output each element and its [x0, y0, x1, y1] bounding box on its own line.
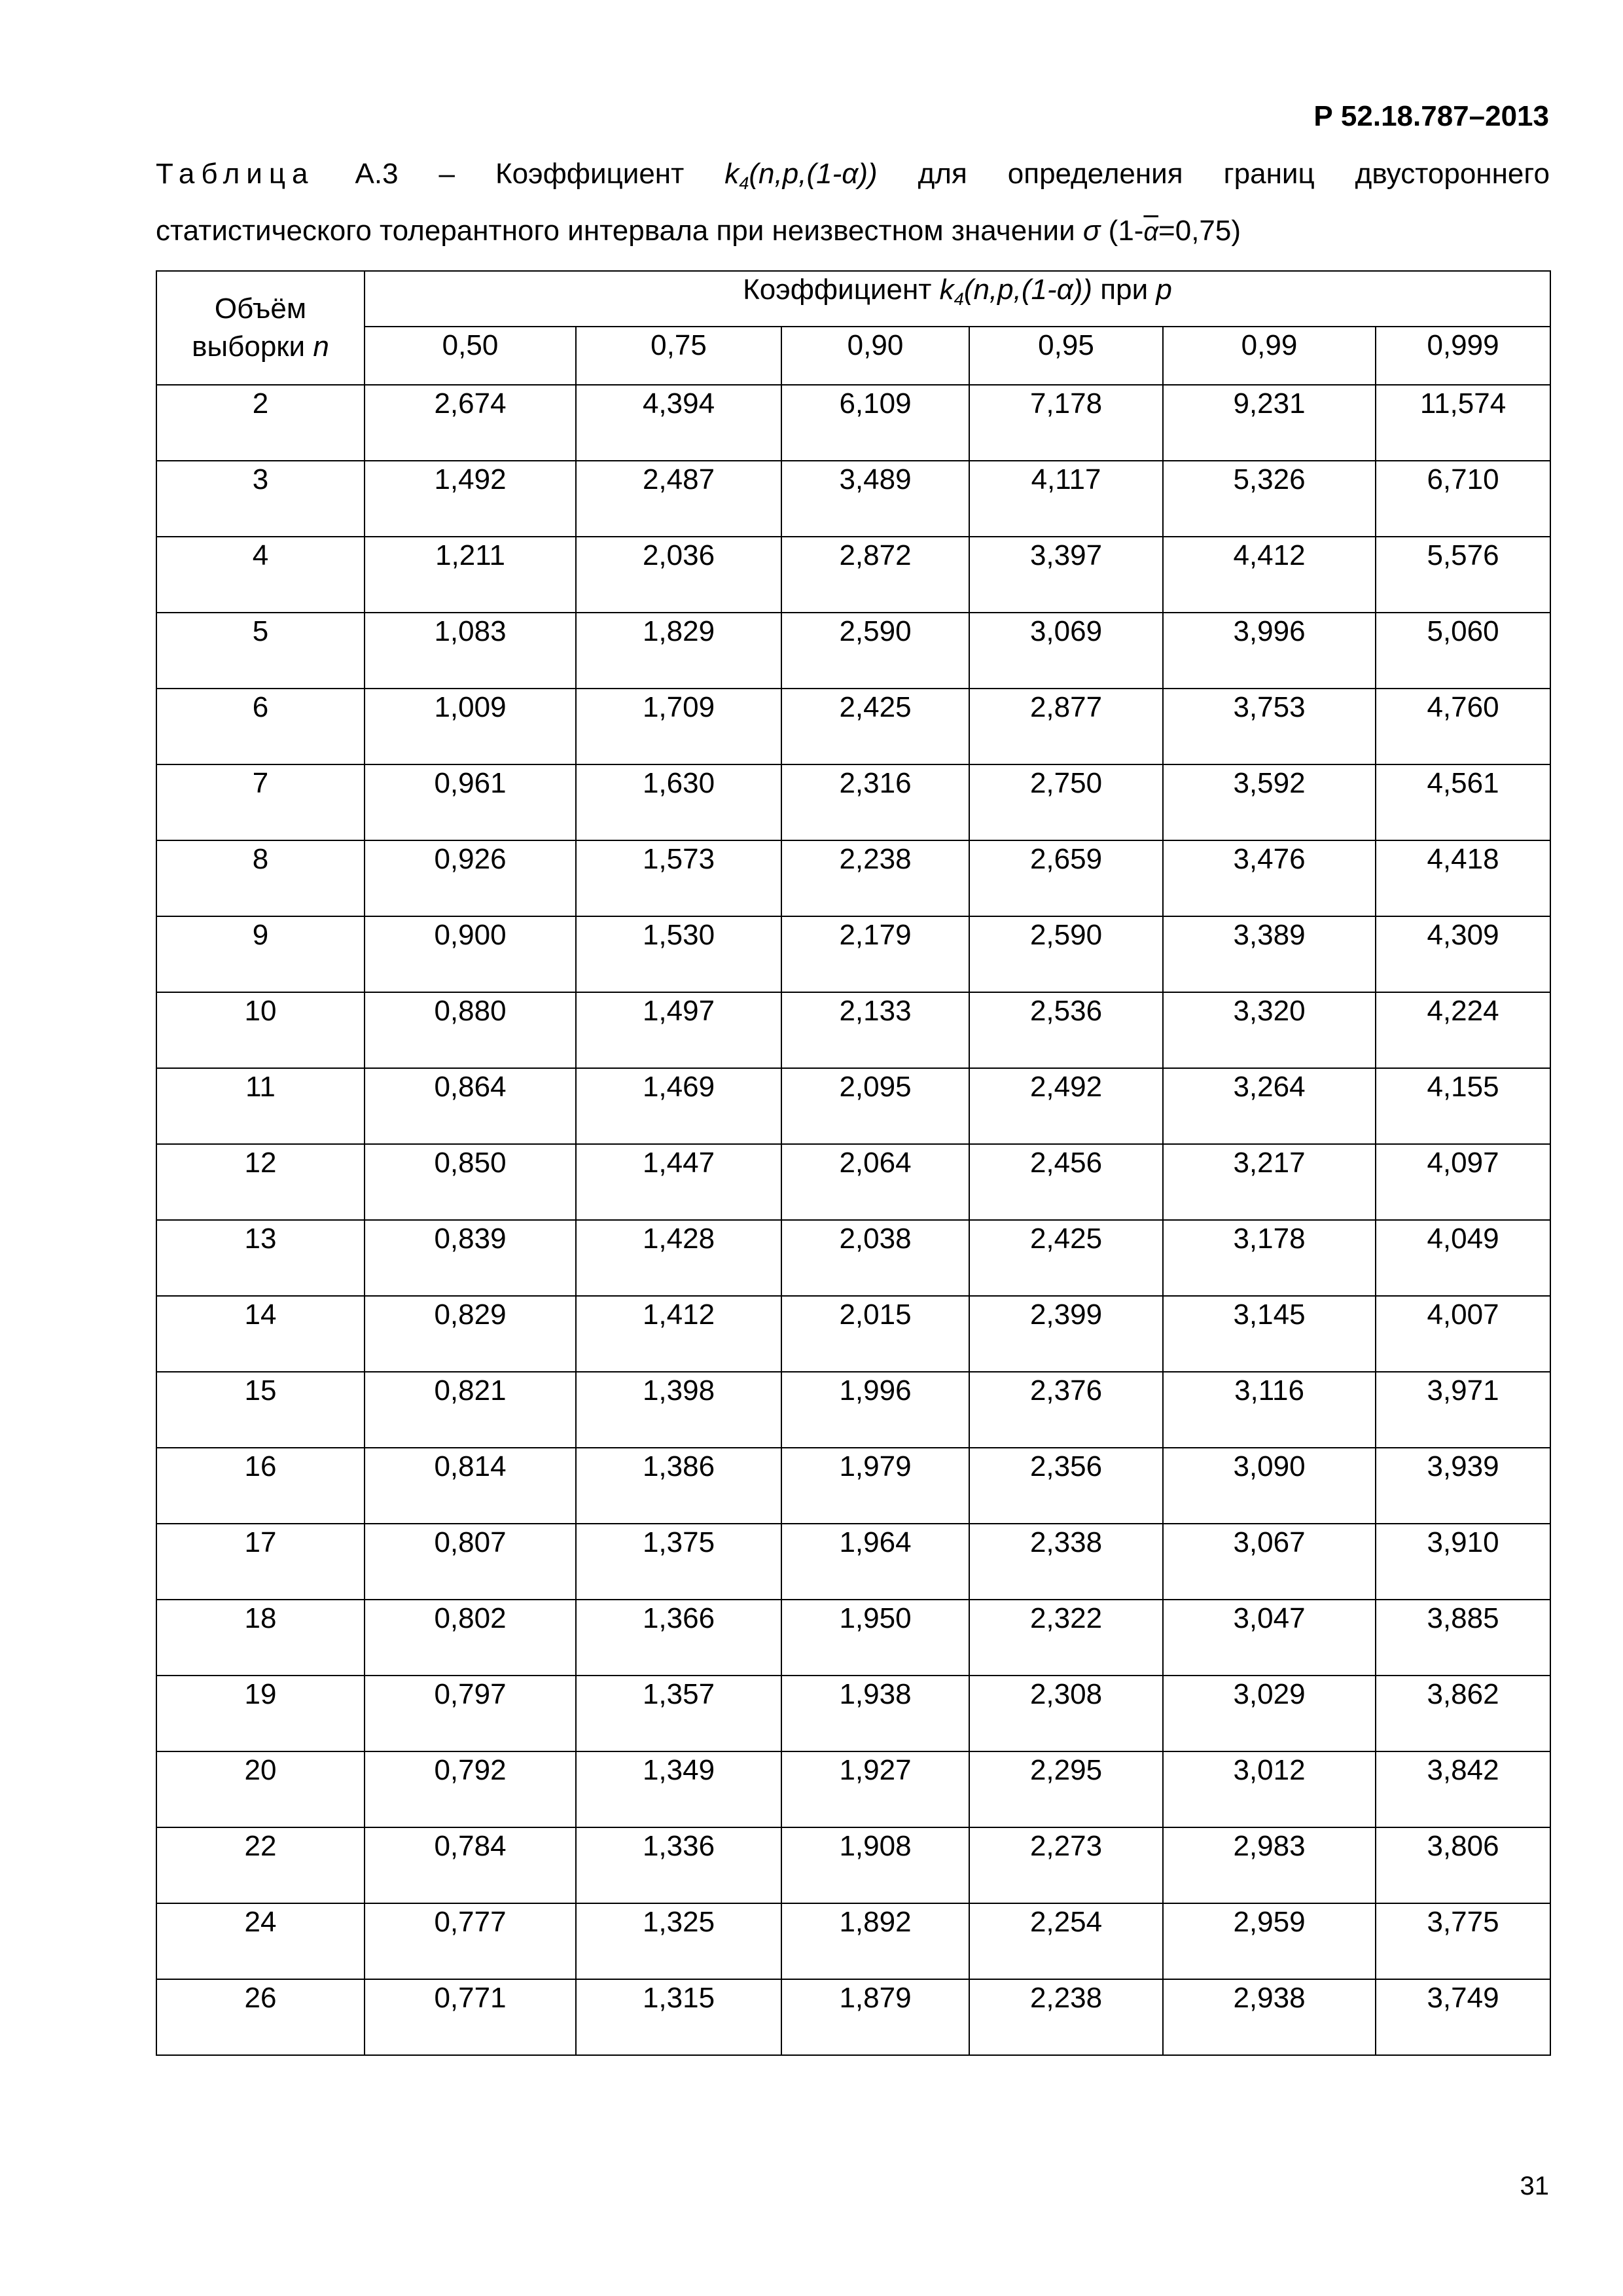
table-row [156, 840, 1550, 916]
p-value-header: 0,50 [365, 327, 576, 385]
coefficient-cell: 6,710 [1376, 461, 1550, 537]
coefficient-cell: 3,217 [1163, 1144, 1376, 1220]
coefficient-cell: 5,060 [1376, 613, 1550, 689]
caption-word: определения [1007, 158, 1183, 190]
coefficient-cell: 1,492 [365, 461, 576, 537]
coefficient-cell: 3,389 [1163, 916, 1376, 992]
coefficient-cell: 2,877 [969, 689, 1163, 764]
table-row [156, 764, 1550, 840]
coefficient-cell: 2,487 [576, 461, 781, 537]
coefficient-cell: 3,842 [1376, 1751, 1550, 1827]
coefficient-cell: 2,492 [969, 1068, 1163, 1144]
coefficient-cell: 3,476 [1163, 840, 1376, 916]
coefficient-header-p-symbol: p [1156, 274, 1172, 306]
coefficient-cell: 1,497 [576, 992, 781, 1068]
coefficient-cell: 0,792 [365, 1751, 576, 1827]
caption-condition-close: =0,75) [1158, 215, 1241, 247]
coefficient-cell: 0,807 [365, 1524, 576, 1600]
sample-size-cell: 17 [156, 1524, 365, 1600]
p-value-header: 0,75 [576, 327, 781, 385]
table-body [156, 385, 1550, 2055]
coefficient-cell: 0,850 [365, 1144, 576, 1220]
coefficient-cell: 0,880 [365, 992, 576, 1068]
coefficient-cell: 1,573 [576, 840, 781, 916]
coefficient-cell: 2,338 [969, 1524, 1163, 1600]
table-row [156, 1068, 1550, 1144]
sample-size-header-line-1: Объём [214, 293, 307, 325]
coefficient-cell: 4,561 [1376, 764, 1550, 840]
coefficient-cell: 1,996 [781, 1372, 969, 1448]
document-number: Р 52.18.787–2013 [1313, 100, 1549, 132]
caption-number: А.3 [355, 158, 399, 190]
coefficient-cell: 2,959 [1163, 1903, 1376, 1979]
coefficient-cell: 2,872 [781, 537, 969, 613]
table-row [156, 1144, 1550, 1220]
coefficient-cell: 1,083 [365, 613, 576, 689]
coefficient-cell: 1,386 [576, 1448, 781, 1524]
coefficient-cell: 1,336 [576, 1827, 781, 1903]
coefficient-cell: 6,109 [781, 385, 969, 461]
coefficient-cell: 1,530 [576, 916, 781, 992]
caption-coefficient-word: Коэффициент [495, 158, 685, 190]
coefficient-cell: 3,885 [1376, 1600, 1550, 1676]
coefficient-cell: 3,971 [1376, 1372, 1550, 1448]
coefficient-cell: 3,178 [1163, 1220, 1376, 1296]
coefficient-cell: 0,961 [365, 764, 576, 840]
coefficient-cell: 1,892 [781, 1903, 969, 1979]
coefficient-cell: 2,238 [969, 1979, 1163, 2055]
sample-size-cell: 13 [156, 1220, 365, 1296]
coefficient-cell: 4,155 [1376, 1068, 1550, 1144]
coefficient-cell: 3,939 [1376, 1448, 1550, 1524]
coefficient-cell: 3,862 [1376, 1676, 1550, 1751]
table-row [156, 1979, 1550, 2055]
coefficient-cell: 1,979 [781, 1448, 969, 1524]
coefficient-cell: 2,254 [969, 1903, 1163, 1979]
sample-size-cell: 10 [156, 992, 365, 1068]
coefficient-cell: 1,469 [576, 1068, 781, 1144]
sample-size-cell: 4 [156, 537, 365, 613]
coefficient-cell: 2,316 [781, 764, 969, 840]
sample-size-cell: 20 [156, 1751, 365, 1827]
coefficient-cell: 4,097 [1376, 1144, 1550, 1220]
coefficient-cell: 4,117 [969, 461, 1163, 537]
coefficient-cell: 2,674 [365, 385, 576, 461]
caption-word: для [918, 158, 967, 190]
coefficient-cell: 2,983 [1163, 1827, 1376, 1903]
coefficient-cell: 1,398 [576, 1372, 781, 1448]
coefficient-cell: 3,116 [1163, 1372, 1376, 1448]
coefficient-cell: 1,964 [781, 1524, 969, 1600]
caption-line-2 [156, 202, 1550, 260]
table-row [156, 1827, 1550, 1903]
coefficient-cell: 2,322 [969, 1600, 1163, 1676]
table-header [156, 271, 1550, 385]
coefficient-cell: 3,012 [1163, 1751, 1376, 1827]
coefficient-cell: 4,394 [576, 385, 781, 461]
coefficient-cell: 1,357 [576, 1676, 781, 1751]
coefficient-cell: 2,238 [781, 840, 969, 916]
coefficient-cell: 3,775 [1376, 1903, 1550, 1979]
sample-size-cell: 22 [156, 1827, 365, 1903]
table-row [156, 1676, 1550, 1751]
coefficient-cell: 4,049 [1376, 1220, 1550, 1296]
coefficient-cell: 2,750 [969, 764, 1163, 840]
sample-size-header-word: выборки [192, 331, 306, 363]
coefficient-cell: 1,428 [576, 1220, 781, 1296]
coefficient-cell: 1,349 [576, 1751, 781, 1827]
coefficient-cell: 4,412 [1163, 537, 1376, 613]
coefficient-cell: 2,179 [781, 916, 969, 992]
coefficient-cell: 0,864 [365, 1068, 576, 1144]
table-row [156, 1600, 1550, 1676]
coefficient-cell: 7,178 [969, 385, 1163, 461]
sample-size-cell: 7 [156, 764, 365, 840]
coefficient-cell: 1,366 [576, 1600, 781, 1676]
coefficient-cell: 2,456 [969, 1144, 1163, 1220]
coefficient-cell: 3,145 [1163, 1296, 1376, 1372]
coefficient-cell: 0,797 [365, 1676, 576, 1751]
coefficient-cell: 3,996 [1163, 613, 1376, 689]
sample-size-cell: 11 [156, 1068, 365, 1144]
coefficient-cell: 4,224 [1376, 992, 1550, 1068]
coefficient-cell: 1,927 [781, 1751, 969, 1827]
coefficient-cell: 2,376 [969, 1372, 1163, 1448]
coefficient-cell: 2,038 [781, 1220, 969, 1296]
table-row [156, 1448, 1550, 1524]
coefficient-cell: 1,325 [576, 1903, 781, 1979]
p-value-header: 0,95 [969, 327, 1163, 385]
caption-line-2-text: статистического толерантного интервала при неизвестном значении [156, 215, 1075, 247]
caption-condition-open: (1- [1108, 215, 1144, 247]
sample-size-cell: 2 [156, 385, 365, 461]
sample-size-cell: 16 [156, 1448, 365, 1524]
p-value-header: 0,90 [781, 327, 969, 385]
table-row [156, 1524, 1550, 1600]
table-row [156, 689, 1550, 764]
coefficient-cell: 2,308 [969, 1676, 1163, 1751]
coefficient-cell: 1,709 [576, 689, 781, 764]
coefficient-cell: 4,418 [1376, 840, 1550, 916]
coefficient-header-word: Коэффициент [743, 274, 932, 306]
coefficient-cell: 3,749 [1376, 1979, 1550, 2055]
caption-k-subscript: 4 [739, 172, 749, 193]
sample-size-cell: 19 [156, 1676, 365, 1751]
table-caption [156, 145, 1550, 260]
coefficient-cell: 3,320 [1163, 992, 1376, 1068]
coefficient-cell: 2,015 [781, 1296, 969, 1372]
header-k-arguments: (n,p,(1-α)) [963, 274, 1093, 306]
coefficient-cell: 3,264 [1163, 1068, 1376, 1144]
coefficient-cell: 0,926 [365, 840, 576, 916]
coefficient-cell: 3,806 [1376, 1827, 1550, 1903]
coefficient-cell: 3,067 [1163, 1524, 1376, 1600]
coefficient-cell: 1,879 [781, 1979, 969, 2055]
coefficient-cell: 1,375 [576, 1524, 781, 1600]
coefficient-header [365, 271, 1550, 327]
coefficient-cell: 1,908 [781, 1827, 969, 1903]
coefficient-cell: 3,397 [969, 537, 1163, 613]
coefficient-cell: 2,590 [781, 613, 969, 689]
coefficient-cell: 4,309 [1376, 916, 1550, 992]
p-value-header: 0,99 [1163, 327, 1376, 385]
coefficient-cell: 0,821 [365, 1372, 576, 1448]
coefficient-cell: 0,900 [365, 916, 576, 992]
coefficient-cell: 3,753 [1163, 689, 1376, 764]
caption-label: Таблица [156, 158, 315, 190]
sample-size-cell: 18 [156, 1600, 365, 1676]
sample-size-header [156, 271, 365, 385]
table-row [156, 1220, 1550, 1296]
header-k-symbol: k [939, 274, 954, 306]
coefficient-cell: 2,133 [781, 992, 969, 1068]
table-row [156, 1751, 1550, 1827]
coefficient-cell: 4,760 [1376, 689, 1550, 764]
coefficient-cell: 4,007 [1376, 1296, 1550, 1372]
caption-alpha-symbol: $\overline{\alpha}$ [1143, 217, 1159, 246]
coefficient-cell: 0,771 [365, 1979, 576, 2055]
sample-size-cell: 24 [156, 1903, 365, 1979]
sample-size-cell: 26 [156, 1979, 365, 2055]
coefficient-cell: 2,273 [969, 1827, 1163, 1903]
coefficient-table [156, 270, 1551, 2056]
caption-word: двустороннего [1355, 158, 1550, 190]
caption-sigma-symbol: σ [1082, 215, 1101, 247]
coefficient-cell: 1,211 [365, 537, 576, 613]
coefficient-cell: 0,802 [365, 1600, 576, 1676]
coefficient-cell: 2,590 [969, 916, 1163, 992]
table-row [156, 992, 1550, 1068]
header-row-p-values [156, 327, 1550, 385]
coefficient-cell: 2,425 [781, 689, 969, 764]
coefficient-cell: 1,630 [576, 764, 781, 840]
coefficient-cell: 0,814 [365, 1448, 576, 1524]
coefficient-cell: 2,425 [969, 1220, 1163, 1296]
coefficient-cell: 3,910 [1376, 1524, 1550, 1600]
coefficient-cell: 0,784 [365, 1827, 576, 1903]
table-row [156, 1372, 1550, 1448]
coefficient-cell: 2,938 [1163, 1979, 1376, 2055]
coefficient-cell: 1,009 [365, 689, 576, 764]
sample-size-n-symbol: n [313, 331, 329, 363]
coefficient-cell: 1,938 [781, 1676, 969, 1751]
caption-coefficient-symbol [724, 145, 877, 202]
coefficient-cell: 3,489 [781, 461, 969, 537]
coefficient-cell: 1,315 [576, 1979, 781, 2055]
table-row [156, 1903, 1550, 1979]
header-k-subscript: 4 [954, 288, 964, 309]
coefficient-cell: 2,536 [969, 992, 1163, 1068]
coefficient-cell: 1,447 [576, 1144, 781, 1220]
coefficient-cell: 1,950 [781, 1600, 969, 1676]
coefficient-cell: 3,090 [1163, 1448, 1376, 1524]
table-row [156, 1296, 1550, 1372]
sample-size-header-line-2 [161, 328, 360, 366]
coefficient-cell: 9,231 [1163, 385, 1376, 461]
page-number: 31 [1520, 2172, 1549, 2200]
coefficient-header-symbol [939, 274, 1093, 309]
sample-size-cell: 3 [156, 461, 365, 537]
table-row [156, 537, 1550, 613]
coefficient-cell: 0,777 [365, 1903, 576, 1979]
coefficient-cell: 1,412 [576, 1296, 781, 1372]
coefficient-cell: 2,064 [781, 1144, 969, 1220]
table-row [156, 461, 1550, 537]
caption-line-1 [156, 145, 1550, 202]
table-row [156, 613, 1550, 689]
coefficient-header-at: при [1100, 274, 1149, 306]
table-row [156, 916, 1550, 992]
coefficient-cell: 1,829 [576, 613, 781, 689]
coefficient-cell: 2,295 [969, 1751, 1163, 1827]
coefficient-cell: 0,829 [365, 1296, 576, 1372]
caption-dash: – [438, 158, 455, 190]
coefficient-cell: 11,574 [1376, 385, 1550, 461]
coefficient-cell: 3,047 [1163, 1600, 1376, 1676]
coefficient-cell: 2,036 [576, 537, 781, 613]
sample-size-cell: 8 [156, 840, 365, 916]
caption-word: границ [1223, 158, 1315, 190]
coefficient-cell: 2,399 [969, 1296, 1163, 1372]
sample-size-cell: 6 [156, 689, 365, 764]
caption-k-symbol: k [724, 158, 740, 190]
sample-size-cell: 14 [156, 1296, 365, 1372]
sample-size-cell: 5 [156, 613, 365, 689]
coefficient-cell: 3,029 [1163, 1676, 1376, 1751]
sample-size-cell: 9 [156, 916, 365, 992]
coefficient-cell: 3,592 [1163, 764, 1376, 840]
coefficient-cell: 3,069 [969, 613, 1163, 689]
coefficient-cell: 0,839 [365, 1220, 576, 1296]
table-row [156, 385, 1550, 461]
coefficient-cell: 5,576 [1376, 537, 1550, 613]
coefficient-cell: 2,095 [781, 1068, 969, 1144]
coefficient-cell: 5,326 [1163, 461, 1376, 537]
caption-k-arguments: (n,p,(1-α)) [749, 158, 878, 190]
coefficient-cell: 2,356 [969, 1448, 1163, 1524]
p-value-header: 0,999 [1376, 327, 1550, 385]
sample-size-cell: 12 [156, 1144, 365, 1220]
sample-size-cell: 15 [156, 1372, 365, 1448]
coefficient-cell: 2,659 [969, 840, 1163, 916]
header-row-coefficient [156, 271, 1550, 327]
